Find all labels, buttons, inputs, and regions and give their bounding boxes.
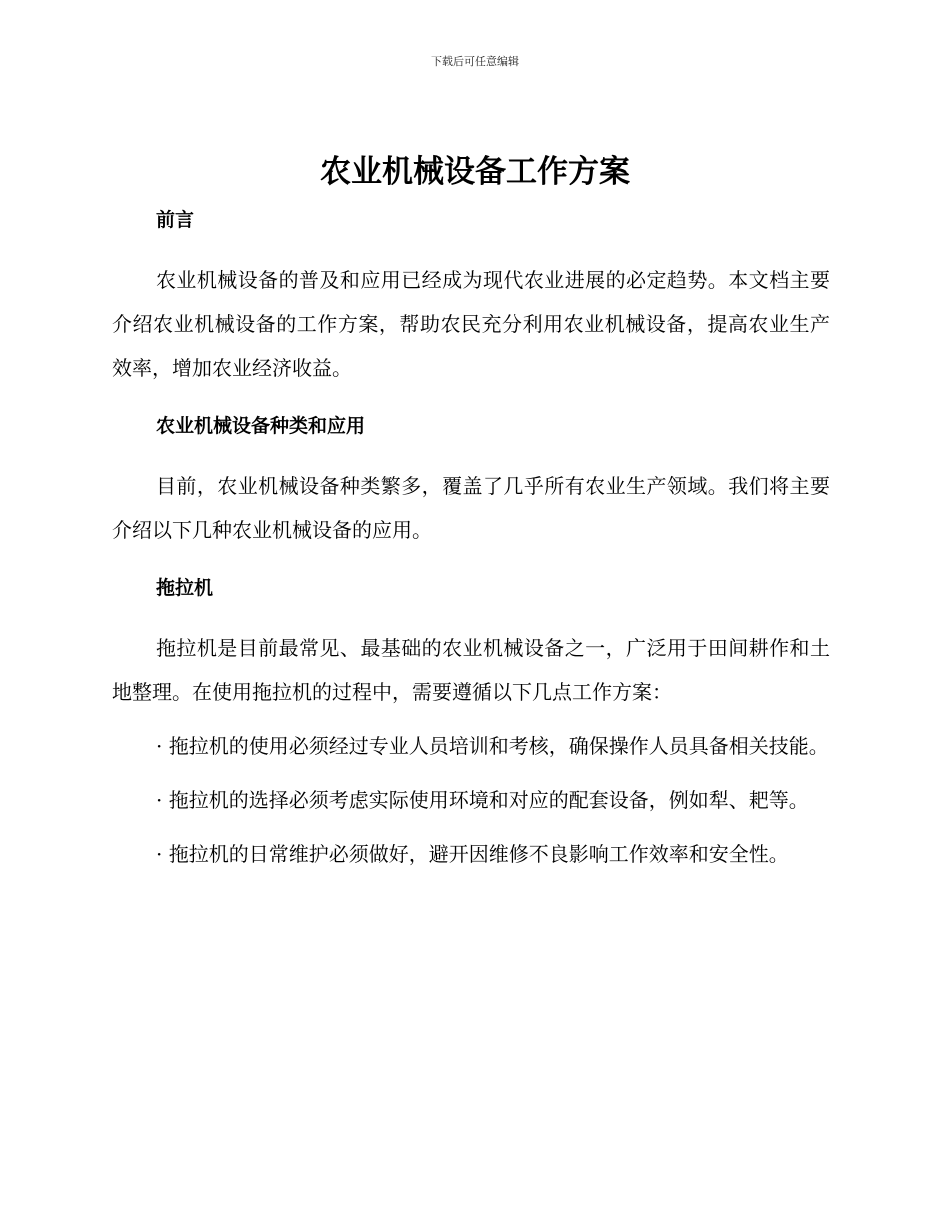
bullet-item-selection: · 拖拉机的选择必须考虑实际使用环境和对应的配套设备，例如犁、耙等。 <box>156 788 809 812</box>
paragraph-tractor: 拖拉机是目前最常见、最基础的农业机械设备之一，广泛用于田间耕作和土地整理。在使用拖拉机的过程中，需要遵循以下几点工作方案： <box>112 636 830 704</box>
paragraph-preface: 农业机械设备的普及和应用已经成为现代农业进展的必定趋势。本文档主要介绍农业机械设备的工作方案，帮助农民充分利用农业机械设备，提高农业生产效率，增加农业经济收益。 <box>112 268 830 380</box>
page-header-note: 下载后可任意编辑 <box>431 55 519 68</box>
section-heading-equipment-types: 农业机械设备种类和应用 <box>156 415 366 437</box>
section-heading-preface: 前言 <box>156 209 195 231</box>
paragraph-equipment-types: 目前，农业机械设备种类繁多，覆盖了几乎所有农业生产领域。我们将主要介绍以下几种农业机械设备的应用。 <box>112 474 830 542</box>
document-body <box>112 204 830 886</box>
bullet-item-maintenance: · 拖拉机的日常维护必须做好，避开因维修不良影响工作效率和安全性。 <box>156 842 789 866</box>
document-title: 农业机械设备工作方案 <box>320 154 630 190</box>
bullet-item-training: · 拖拉机的使用必须经过专业人员培训和考核，确保操作人员具备相关技能。 <box>156 734 829 758</box>
section-heading-tractor: 拖拉机 <box>156 577 214 599</box>
